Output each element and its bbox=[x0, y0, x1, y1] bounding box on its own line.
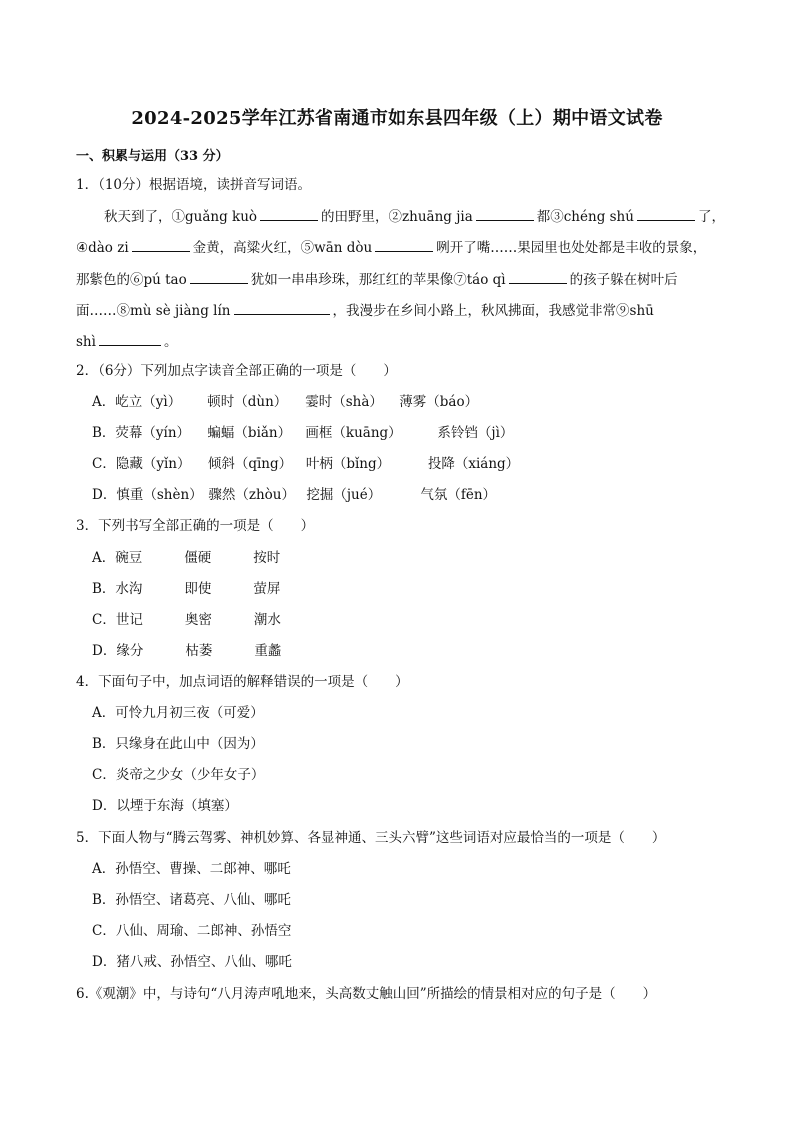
question-5-stem: 5．下面人物与“腾云驾雾、神机妙算、各显神通、三头六臂”这些词语对应最恰当的一项是（ ） bbox=[76, 830, 666, 846]
q5-option-b[interactable]: B．孙悟空、诸葛亮、八仙、哪吒 bbox=[92, 892, 291, 908]
q4-option-b[interactable]: B．只缘身在此山中（因为） bbox=[92, 736, 264, 752]
q5-option-d[interactable]: D．猪八戒、孙悟空、八仙、哪吒 bbox=[92, 954, 292, 970]
question-2-stem: 2．（6分）下列加点字读音全部正确的一项是（ ） bbox=[76, 363, 397, 379]
q4-option-d[interactable]: D．以堙于东海（填塞） bbox=[92, 798, 238, 814]
q3-option-a[interactable]: A．碗豆 僵硬 按时 bbox=[92, 550, 281, 566]
q2-option-a[interactable]: A．屹立（yì） 顿时（dùn） 霎时（shà） 薄雾（báo） bbox=[92, 394, 479, 410]
page-title: 2024-2025学年江苏省南通市如东县四年级（上）期中语文试卷 bbox=[131, 108, 663, 129]
question-3-stem: 3．下列书写全部正确的一项是（ ） bbox=[76, 518, 315, 534]
question-1-stem: 1．（10分）根据语境，读拼音写词语。 bbox=[76, 177, 312, 193]
answer-blank-3[interactable] bbox=[637, 206, 695, 221]
answer-blank-5[interactable] bbox=[375, 237, 433, 252]
q3-option-c[interactable]: C．世记 奥密 潮水 bbox=[92, 612, 281, 628]
answer-blank-8[interactable] bbox=[234, 300, 330, 315]
q5-option-a[interactable]: A．孙悟空、曹操、二郎神、哪吒 bbox=[92, 861, 291, 877]
answer-blank-7[interactable] bbox=[509, 269, 567, 284]
q1-paragraph-line-3: 那紫色的⑥pú tao 犹如一串串珍珠，那红红的苹果像⑦táo qì 的孩子躲在树叶后 bbox=[76, 269, 726, 290]
q1-paragraph-line-1: 秋天到了，①guǎng kuò 的田野里，②zhuāng jia 都③chéng shú 了， bbox=[104, 206, 754, 227]
answer-blank-9[interactable] bbox=[99, 331, 161, 346]
answer-blank-1[interactable] bbox=[260, 206, 318, 221]
question-4-stem: 4．下面句子中，加点词语的解释错误的一项是（ ） bbox=[76, 674, 409, 690]
q1-paragraph-line-5: shì 。 bbox=[76, 331, 726, 352]
answer-blank-2[interactable] bbox=[476, 206, 534, 221]
q4-option-c[interactable]: C．炎帝之少女（少年女子） bbox=[92, 767, 265, 783]
q2-option-d[interactable]: D．慎重（shèn） 骤然（zhòu） 挖掘（jué） 气氛（fēn） bbox=[92, 487, 497, 503]
section-heading: 一、积累与运用（33 分） bbox=[76, 149, 229, 164]
q1-paragraph-line-2: ④dào zi 金黄，高粱火红，⑤wān dòu 咧开了嘴……果园里也处处都是丰收的景象， bbox=[76, 237, 726, 258]
question-6-stem: 6.《观潮》中，与诗句“八月涛声吼地来，头高数丈触山回”所描绘的情景相对应的句子是（ ） bbox=[76, 986, 657, 1002]
q2-option-b[interactable]: B．荧幕（yín） 蝙蝠（biǎn） 画框（kuāng） 系铃铛（jì） bbox=[92, 425, 514, 441]
q2-option-c[interactable]: C．隐藏（yǐn） 倾斜（qīng） 叶柄（bǐng） 投降（xiáng） bbox=[92, 456, 520, 472]
q1-paragraph-line-4: 面……⑧mù sè jiàng lín ，我漫步在乡间小路上，秋风拂面，我感觉非常⑨shū bbox=[76, 300, 726, 321]
q3-option-d[interactable]: D．缘分 枯萎 重蠡 bbox=[92, 643, 282, 659]
q3-option-b[interactable]: B．水沟 即使 萤屏 bbox=[92, 581, 281, 597]
q4-option-a[interactable]: A．可怜九月初三夜（可爱） bbox=[92, 705, 264, 721]
answer-blank-4[interactable] bbox=[132, 237, 190, 252]
q5-option-c[interactable]: C．八仙、周瑜、二郎神、孙悟空 bbox=[92, 923, 292, 939]
answer-blank-6[interactable] bbox=[190, 269, 248, 284]
